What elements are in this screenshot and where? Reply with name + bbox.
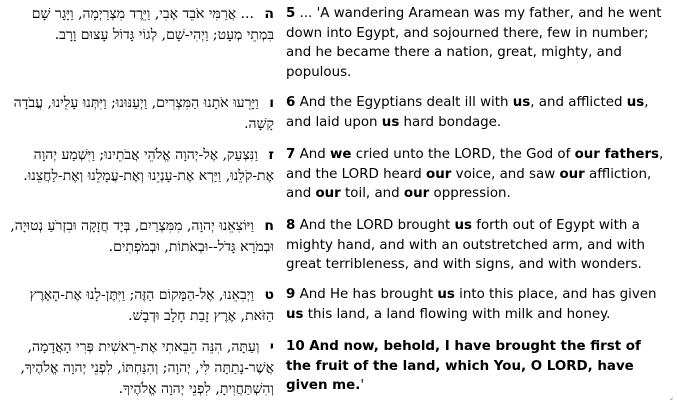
verse-text-segment: oppression. — [429, 186, 511, 201]
emphasized-text: us — [437, 287, 455, 302]
hebrew-verse-text: וַיָּרֵעוּ אֹתָנוּ הַמִּצְרִים, וַיְעַנּוּנוּ; וַיִּתְּנוּ עָלֵינוּ, עֲבֹדָה קָשָׁה. — [13, 95, 274, 132]
hebrew-verse — [6, 337, 274, 400]
english-verse-text — [286, 339, 641, 393]
english-verse-number: 9 — [286, 287, 296, 302]
emphasized-text: we — [330, 147, 352, 162]
verse-text-segment: ' — [360, 378, 364, 393]
emphasized-text: us — [381, 114, 400, 130]
english-verse-text — [286, 6, 662, 80]
emphasized-text: us — [626, 95, 645, 110]
english-verse-text — [286, 95, 649, 130]
emphasized-text: And now, behold, I have brought the first of the fruit of the land, which You, O LORD, have given me. — [286, 339, 641, 393]
verse-text-segment: hard bondage. — [399, 114, 502, 130]
emphasized-text: our fathers — [574, 147, 660, 162]
hebrew-verse-number: ח — [264, 218, 274, 234]
verse-text-segment: , and the LORD heard — [286, 147, 664, 182]
hebrew-verse — [6, 145, 274, 187]
english-verse — [286, 93, 670, 132]
emphasized-text: us — [454, 218, 473, 233]
english-verse-text — [286, 147, 663, 201]
english-verse — [286, 145, 670, 204]
emphasized-text: us — [286, 306, 304, 322]
hebrew-verse-text: וְעַתָּה, הִנֵּה הֵבֵאתִי אֶת-רֵאשִׁית פְּרִי הָאֲדָמָה, אֲשֶׁר-נָתַתָּה לִּי, יְהוָה; וְהִנַּחְתּוֹ, לִפְנֵי יְהוָה אֱלֹהֶיךָ, וְהִשְׁתַּחֲוִיתָ, לִפְנֵי יְהוָה אֱלֹהֶיךָ. — [20, 339, 274, 397]
verse-text-segment: cried unto the LORD, the God of — [351, 147, 575, 162]
verse-text-segment: And the Egyptians dealt ill with — [295, 95, 513, 110]
english-verse-text — [286, 218, 645, 272]
english-verse-number: 10 — [286, 339, 305, 354]
verse-text-segment: And the LORD brought — [295, 218, 455, 233]
english-verse-number: 8 — [286, 218, 296, 233]
verse-text-segment: forth out of Egypt with a mighty hand, and with an outstretched arm, and with great terribleness, and with signs, and with wonders. — [286, 218, 646, 272]
verse-text-segment: , and laid upon — [286, 95, 649, 130]
english-verse-number: 7 — [286, 147, 296, 162]
hebrew-verse-number: ז — [268, 147, 274, 163]
verse-text-segment: ... 'A wandering Aramean was my father, and he went down into Egypt, and sojourned there, few in number; and he became there a nation, great, mighty, and populous. — [286, 6, 662, 80]
hebrew-verse — [6, 93, 274, 135]
hebrew-verse-text: וַיּוֹצִאֵנוּ יְהוָה, מִמִּצְרַיִם, בְּיָד חֲזָקָה וּבִזְרֹעַ נְטוּיָה, וּבְמֹרָא גָּדֹל--וּבְאֹתוֹת, וּבְמֹפְתִים. — [10, 218, 274, 255]
hebrew-verse-number: ה — [264, 6, 274, 22]
english-verse — [286, 216, 670, 275]
hebrew-verse-number: ו — [269, 95, 274, 111]
english-verse — [286, 4, 670, 82]
verse-text-segment: voice, and saw — [451, 166, 560, 182]
verse-text-segment: toil, and — [340, 186, 404, 201]
english-verse-text — [286, 287, 657, 322]
emphasized-text: our — [559, 166, 585, 182]
verse-text-segment: this land, a land flowing with milk and honey. — [303, 306, 611, 322]
hebrew-verse-text: ... אֲרַמִּי אֹבֵד אָבִי, וַיֵּרֶד מִצְרַיְמָה, וַיָּגָר שָׁם בִּמְתֵי מְעָט; וַיְהִי-שָׁם, לְגוֹי גָּדוֹל עָצוּם וָרָב. — [31, 6, 274, 43]
english-verse-number: 6 — [286, 95, 296, 110]
hebrew-verse-text: וַנִּצְעַק, אֶל-יְהוָה אֱלֹהֵי אֲבֹתֵינוּ; וַיִּשְׁמַע יְהוָה אֶת-קֹלֵנוּ, וַיַּרְא אֶת-עָנְיֵנוּ וְאֶת-עֲמָלֵנוּ וְאֶת-לַחֲצֵנוּ. — [23, 147, 274, 184]
hebrew-verse-number: י — [269, 339, 274, 355]
hebrew-verse-number: ט — [264, 287, 274, 303]
verse-text-segment: affliction, and — [286, 166, 652, 201]
english-verse-number: 5 — [286, 6, 296, 21]
emphasized-text: our — [315, 186, 341, 201]
emphasized-text: our — [403, 186, 430, 201]
english-verse — [286, 285, 670, 324]
verse-text-segment: into this place, and has given — [454, 287, 657, 302]
verse-text-segment: And He has brought — [295, 287, 438, 302]
hebrew-verse-text: וַיְבִאֵנוּ, אֶל-הַמָּקוֹם הַזֶּה; וַיִּתֶּן-לָנוּ אֶת-הָאָרֶץ הַזֹּאת, אֶרֶץ זָבַת חָלָב וּדְבָשׁ. — [29, 287, 274, 324]
corner-mark: ⌟ — [669, 392, 673, 401]
emphasized-text: us — [512, 95, 531, 110]
emphasized-text: our — [426, 166, 452, 182]
hebrew-verse — [6, 216, 274, 258]
verse-text-segment: , and afflicted — [530, 95, 627, 110]
hebrew-verse — [6, 285, 274, 327]
english-verse — [286, 337, 670, 396]
verse-text-segment: And — [295, 147, 330, 162]
hebrew-verse — [6, 4, 274, 46]
